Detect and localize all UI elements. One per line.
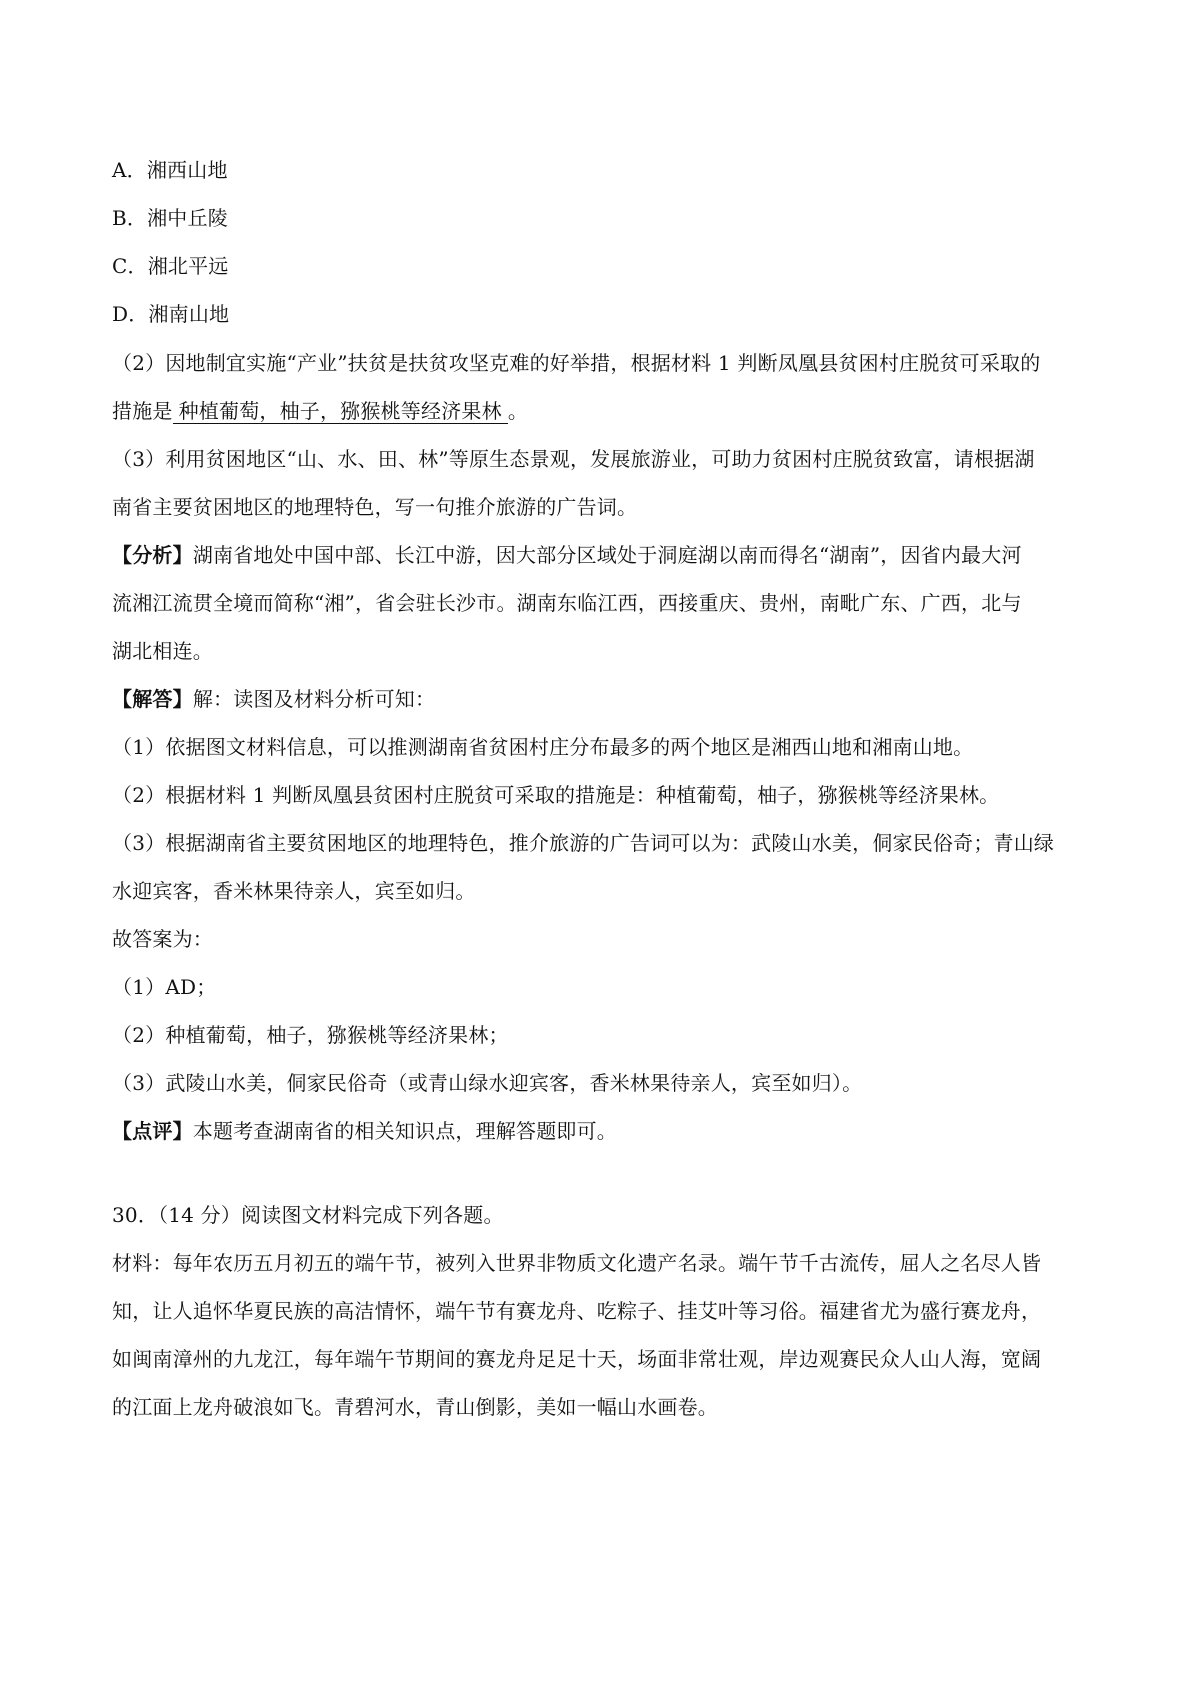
solution-tag: 【解答】 (112, 687, 193, 711)
option-b: B．湘中丘陵 (112, 206, 228, 230)
q30-material-1: 材料：每年农历五月初五的端午节，被列入世界非物质文化遗产名录。端午节千古流传，屈人之名尽人皆 (112, 1251, 1042, 1275)
comment-text: 本题考查湖南省的相关知识点，理解答题即可。 (192, 1119, 618, 1143)
answer-1: （1）AD； (112, 975, 217, 999)
solution-3-line-1: （3）根据湖南省主要贫困地区的地理特色，推介旅游的广告词可以为：武陵山水美，侗家民俗奇；青山绿 (112, 831, 1055, 855)
q30-material-3: 如闽南漳州的九龙江，每年端午节期间的赛龙舟足足十天，场面非常壮观，岸边观赛民众人山人海，宽阔 (112, 1347, 1042, 1371)
analysis-line-3: 湖北相连。 (112, 639, 213, 663)
solution-1: （1）依据图文材料信息，可以推测湖南省贫困村庄分布最多的两个地区是湘西山地和湘南山地。 (112, 735, 974, 759)
solution-intro: 解：读图及材料分析可知： (192, 687, 436, 711)
q2-line-2 (112, 399, 1102, 424)
answer-3: （3）武陵山水美，侗家民俗奇（或青山绿水迎宾客，香米林果待亲人，宾至如归）。 (112, 1071, 863, 1095)
solution-intro-line (112, 687, 1102, 711)
q3-line-2: 南省主要贫困地区的地理特色，写一句推介旅游的广告词。 (112, 495, 638, 519)
option-c: C．湘北平远 (112, 254, 229, 278)
option-d: D．湘南山地 (112, 302, 230, 326)
answer-2: （2）种植葡萄，柚子，猕猴桃等经济果林； (112, 1023, 509, 1047)
comment-tag: 【点评】 (112, 1119, 193, 1143)
q30-title: 30．（14 分）阅读图文材料完成下列各题。 (112, 1203, 504, 1227)
q30-material-4: 的江面上龙舟破浪如飞。青碧河水，青山倒影，美如一幅山水画卷。 (112, 1395, 718, 1419)
q30-material-2: 知，让人追怀华夏民族的高洁情怀，端午节有赛龙舟、吃粽子、挂艾叶等习俗。福建省尤为盛行赛龙舟， (112, 1299, 1042, 1323)
solution-2: （2）根据材料 1 判断凤凰县贫困村庄脱贫可采取的措施是：种植葡萄，柚子，猕猴桃等经济果林。 (112, 783, 1000, 807)
q3-line-1: （3）利用贫困地区“山、水、田、林”等原生态景观，发展旅游业，可助力贫困村庄脱贫致富，请根据湖 (112, 447, 1035, 471)
solution-3-line-2: 水迎宾客，香米林果待亲人，宾至如归。 (112, 879, 476, 903)
option-a: A．湘西山地 (112, 158, 228, 182)
analysis-text-1: 湖南省地处中国中部、长江中游，因大部分区域处于洞庭湖以南而得名“湖南”，因省内最大河 (192, 543, 1022, 567)
analysis-line-2: 流湘江流贯全境而简称“湘”，省会驻长沙市。湖南东临江西，西接重庆、贵州，南毗广东、广西，北与 (112, 591, 1022, 615)
comment-line (112, 1119, 1102, 1143)
q2-answer-blank: 种植葡萄，柚子，猕猴桃等经济果林 (173, 400, 508, 424)
answers-header: 故答案为： (112, 927, 213, 951)
q2-suffix: 。 (507, 399, 529, 423)
q2-line-1: （2）因地制宜实施“产业”扶贫是扶贫攻坚克难的好举措，根据材料 1 判断凤凰县贫困村庄脱贫可采取的 (112, 351, 1041, 375)
analysis-line-1 (112, 543, 1102, 567)
q2-prefix: 措施是 (112, 399, 173, 423)
analysis-tag: 【分析】 (112, 543, 193, 567)
